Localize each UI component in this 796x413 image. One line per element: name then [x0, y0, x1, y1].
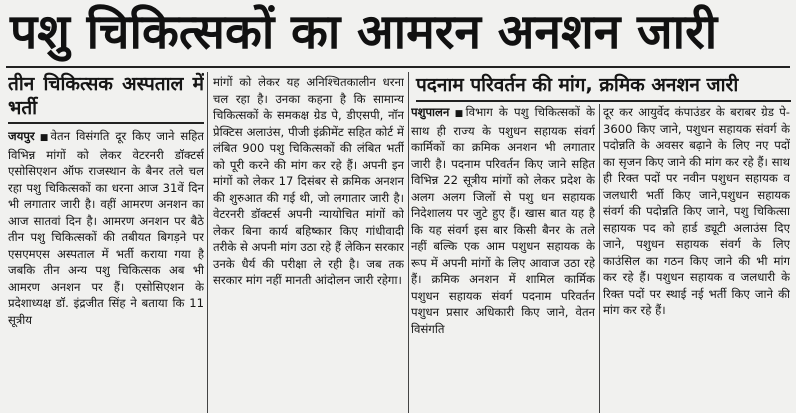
headline-rule [6, 66, 790, 68]
story2-column-1 [411, 104, 595, 413]
story2-body-text: विभाग के पशु चिकित्सकों के साथ ही राज्य के पशुधन सहायक संवर्ग कार्मिकों का क्रमिक अनशन भी लगातार जारी है। पदनाम परिवर्तन किए जाने सहित विभिन्न 22 सूत्रीय मांगों को लेकर प्रदेश के अलग अलग जिलों से पशु धन सहायक निदेशालय पर जुटे हुए हैं। खास बात यह है कि यह संवर्ग इस बार किसी बैनर के तले नहीं बल्कि एक आम पशुधन सहायक के रूप में अपनी मांगों के लिए आवाज उठा रहे हैं। क्रमिक अनशन में शामिल कार्मिक पशुधन सहायक संवर्ग पदनाम परिवर्तन पशुधन प्रसार अधिकारी किए जाने, वेतन विसंगति [411, 105, 595, 336]
story1-dateline: जयपुर ■ [8, 129, 51, 143]
headline: पशु चिकित्सकों का आमरन अनशन जारी [10, 4, 718, 60]
story1-body [8, 128, 204, 328]
story2-body-cont: दूर कर आयुर्वेद कंपाउंडर के बराबर ग्रेड पे- 3600 किए जाने, पशुधन सहायक संवर्ग के पदोन्नति के अवसर बढ़ाने के लिए नए पदों का सृजन किए जाने की मांग कर रहे हैं। साथ ही रिक्त पदों पर नवीन पशुधन सहायक व जलधारी भर्ती किए जाने,पशुधन सहायक संवर्ग की पदोन्नति किए जाने, पशु चिकित्सा सहायक पद को हार्ड ड्यूटी अलाउंस दिए जाने, पशुधन सहायक संवर्ग के लिए काउंसिल का गठन किए जाने की भी मांग कर रहे हैं। पशुधन सहायक व जलधारी के रिक्त पदों पर स्थाई नई भर्ती किए जाने की मांग कर रहे हैं। [603, 105, 790, 317]
column-divider [599, 104, 600, 413]
story2-subheading: पदनाम परिवर्तन की मांग, क्रमिक अनशन जारी [416, 72, 791, 102]
story2-dateline: पशुपालन ■ [411, 105, 466, 119]
story1-body-cont: मांगों को लेकर यह अनिश्चितकालीन धरना चल रहा है। उनका कहना है कि सामान्य चिकित्सकों के समकक्ष ग्रेड पे, डीएसपी, नॉन प्रेक्टिस अलाउंस, पीजी इंक्रीमेंट सहित कोर्ट में लंबित 900 पशु चिकित्सकों की लंबित भर्ती को पूरी करने की मांग कर रहे हैं। अपनी इन मांगों को लेकर 17 दिसंबर से क्रमिक अनशन की शुरुआत की गई थी, जो लगातार जारी है। वेटरनरी डॉक्टर्स अपनी न्यायोचित मांगों को लेकर बिना कार्य बहिष्कार किए गांधीवादी तरीके से अपनी मांग उठा रहे हैं लेकिन सरकार उनके धैर्य की परीक्षा ले रही है। जब तक सरकार मांग नहीं मानती आंदोलन जारी रहेगा। [213, 75, 404, 287]
story1-subheading: तीन चिकित्सक अस्पताल में भर्ती [8, 72, 204, 124]
story1-column-1 [8, 72, 204, 413]
story2-column-2 [603, 104, 790, 413]
story2-body [411, 104, 595, 337]
column-divider [408, 72, 409, 413]
story1-column-2 [213, 74, 404, 413]
story1-body-text: वेतन विसंगति दूर किए जाने सहित विभिन्न मांगों को लेकर वेटरनरी डॉक्टर्स एसोसिएशन ऑफ राजस्थान के बैनर तले चल रहा पशु चिकित्सकों का धरना आज 31वें दिन भी लगातार जारी है। वहीं आमरण अनशन का आज सातवां दिन है। आमरण अनशन पर बैठे तीन पशु चिकित्सकों की तबीयत बिगड़ने पर एसएमएस अस्पताल में भर्ती कराया गया है जबकि तीन अन्य पशु चिकित्सक अब भी आमरण अनशन पर हैं। एसोसिएशन के प्रदेशाध्यक्ष डॉ. इंद्रजीत सिंह ने बताया कि 11 सूत्रीय [8, 129, 204, 327]
column-divider [207, 72, 208, 413]
